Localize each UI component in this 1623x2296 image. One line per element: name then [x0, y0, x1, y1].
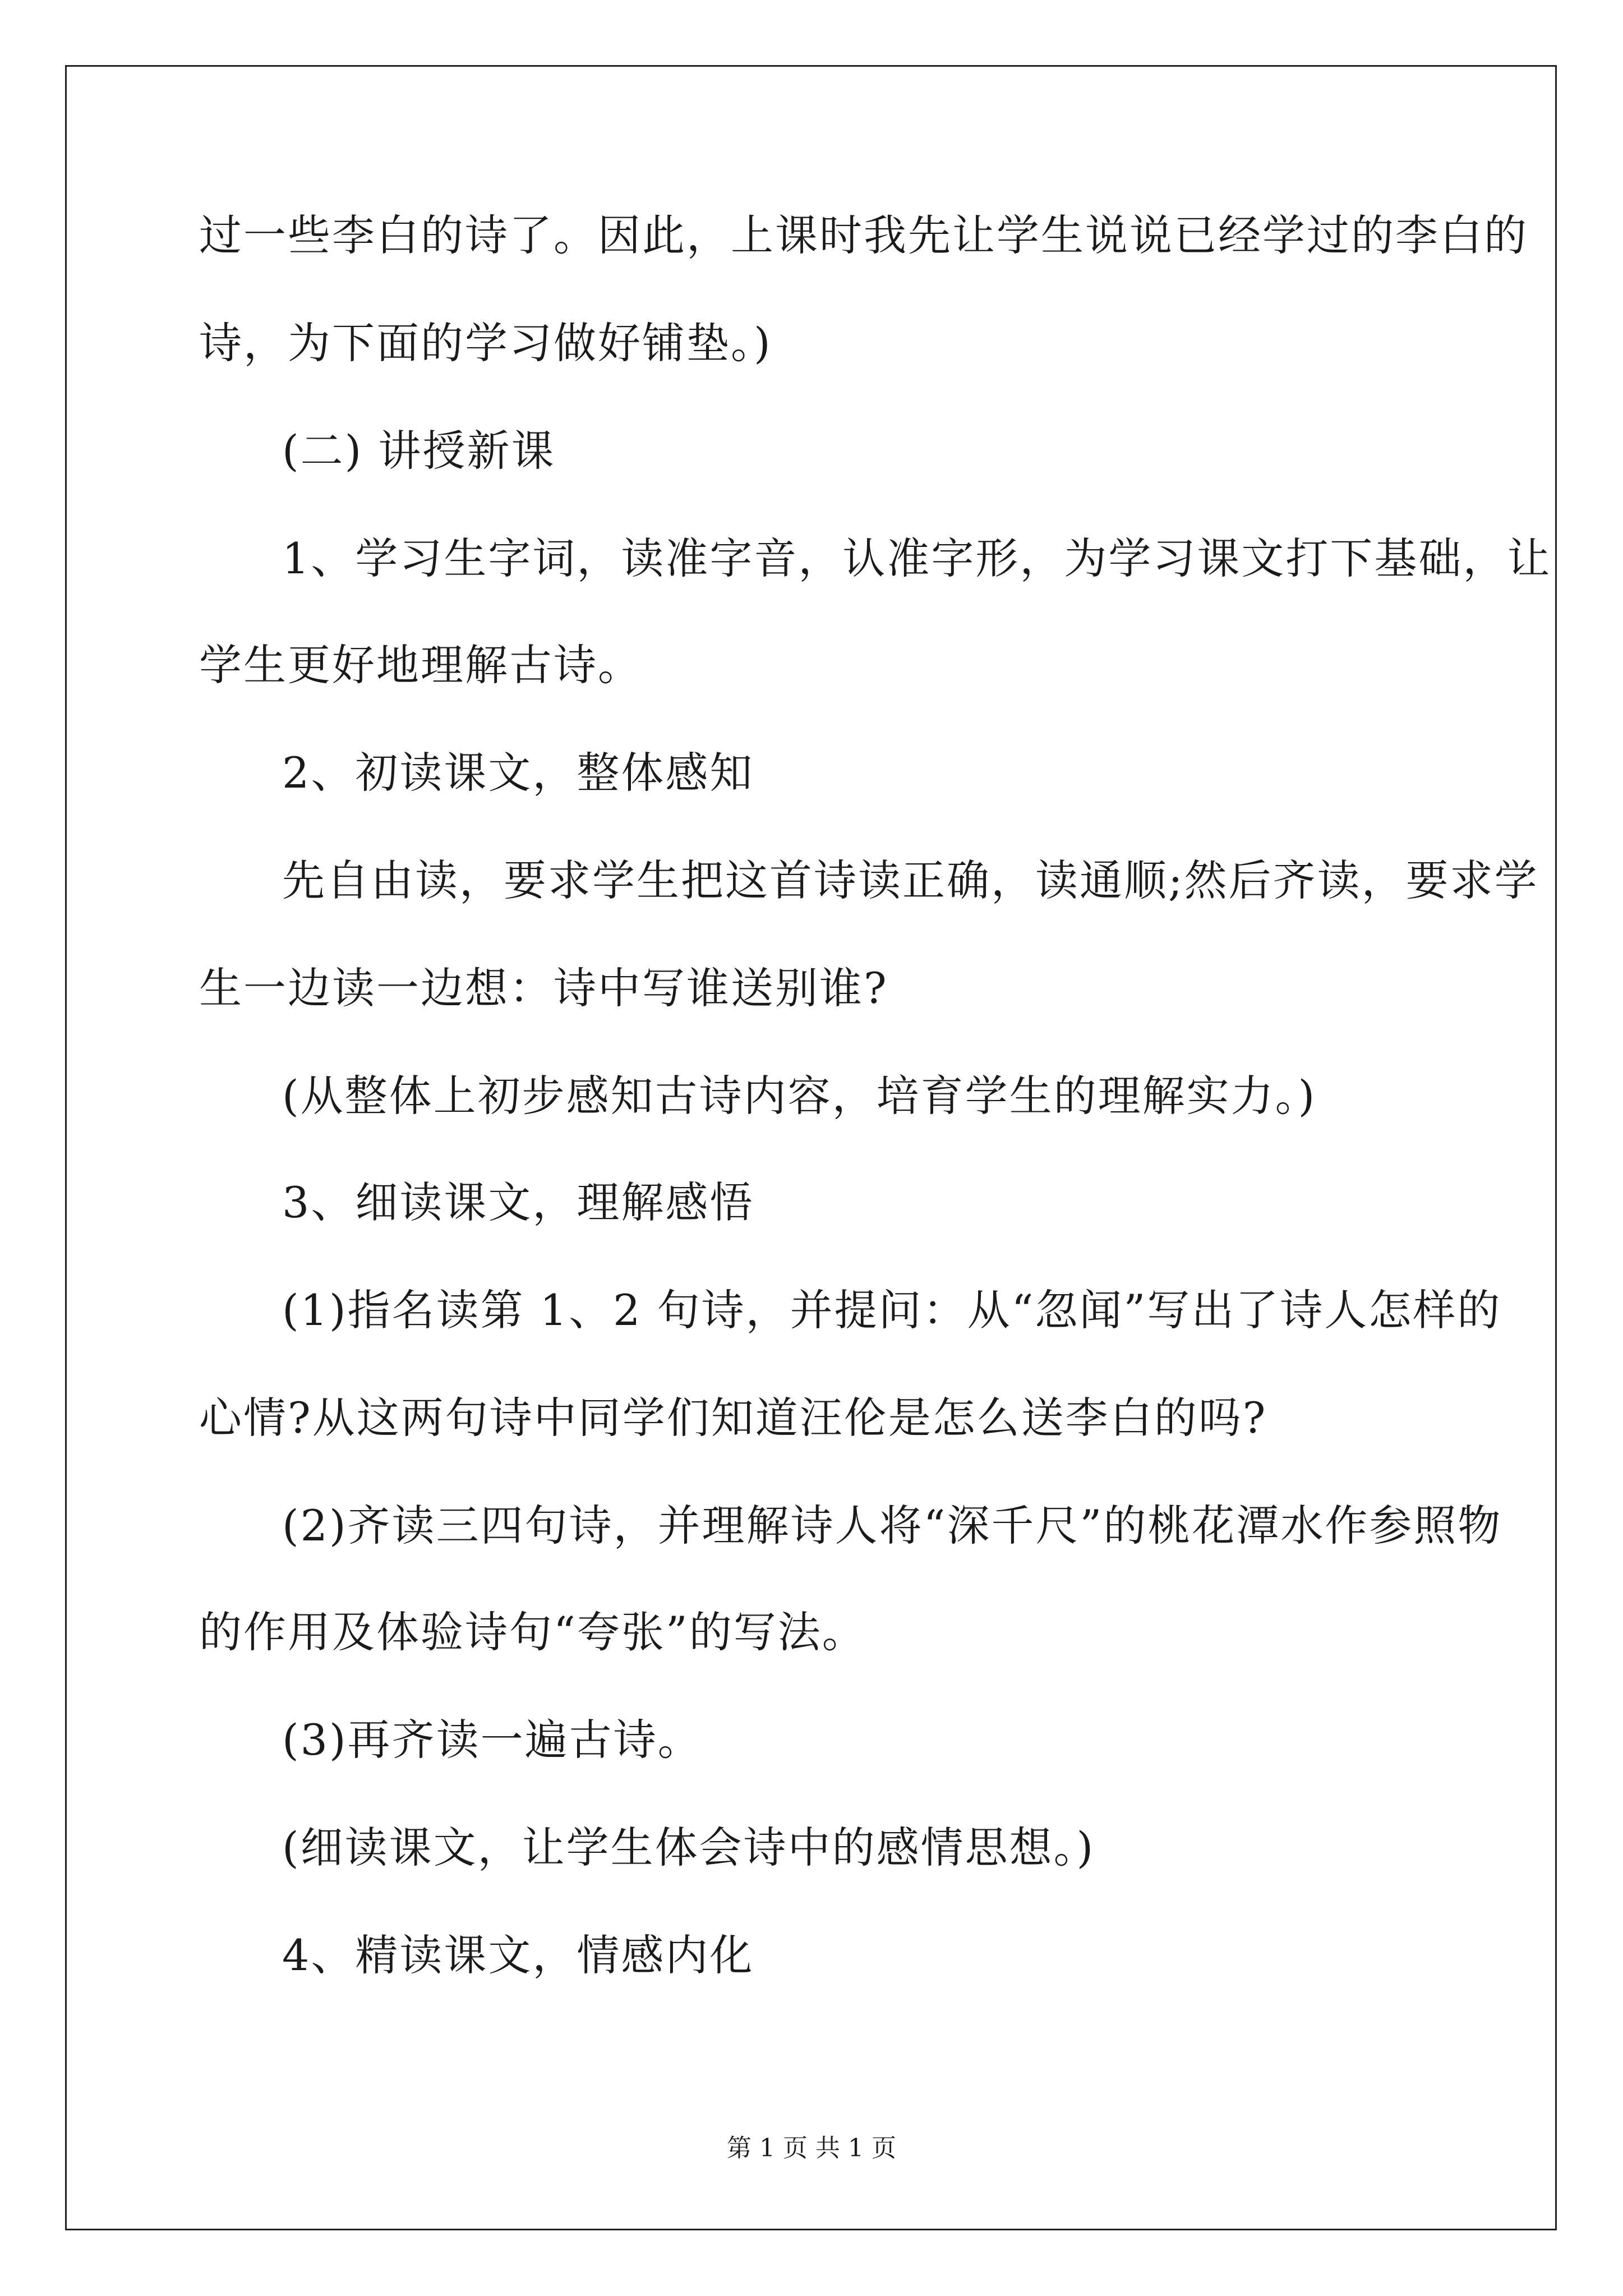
text-line: 过一些李白的诗了。因此，上课时我先让学生说说已经学过的李白的 — [199, 210, 1528, 260]
text-line: (细读课文，让学生体会诗中的感情思想。) — [282, 1823, 1095, 1872]
text-line: (2)齐读三四句诗，并理解诗人将“深千尺”的桃花潭水作参照物 — [282, 1501, 1502, 1550]
text-line: 的作用及体验诗句“夸张”的写法。 — [199, 1607, 866, 1657]
text-line: (1)指名读第 1、2 句诗，并提问：从“忽闻”写出了诗人怎样的 — [282, 1285, 1502, 1335]
text-line: 生一边读一边想：诗中写谁送别谁? — [199, 963, 888, 1013]
text-line: 诗，为下面的学习做好铺垫。) — [199, 318, 772, 368]
text-line: (从整体上初步感知古诗内容，培育学生的理解实力。) — [282, 1071, 1317, 1121]
text-line: 4、精读课文，情感内化 — [282, 1930, 754, 1980]
text-line: 先自由读，要求学生把这首诗读正确，读通顺;然后齐读，要求学 — [282, 855, 1539, 905]
text-line: (3)再齐读一遍古诗。 — [282, 1715, 702, 1765]
page-footer: 第 1 页 共 1 页 — [727, 2134, 896, 2162]
text-line: 2、初读课文，整体感知 — [282, 748, 754, 798]
text-line: 1、学习生字词，读准字音，认准字形，为学习课文打下基础，让 — [282, 533, 1552, 583]
text-line: 3、细读课文，理解感悟 — [282, 1177, 754, 1227]
page-frame — [65, 65, 1557, 2230]
text-line: 学生更好地理解古诗。 — [199, 640, 642, 690]
text-line: (二) 讲授新课 — [282, 426, 556, 476]
text-line: 心情?从这两句诗中同学们知道汪伦是怎么送李白的吗? — [199, 1393, 1267, 1443]
